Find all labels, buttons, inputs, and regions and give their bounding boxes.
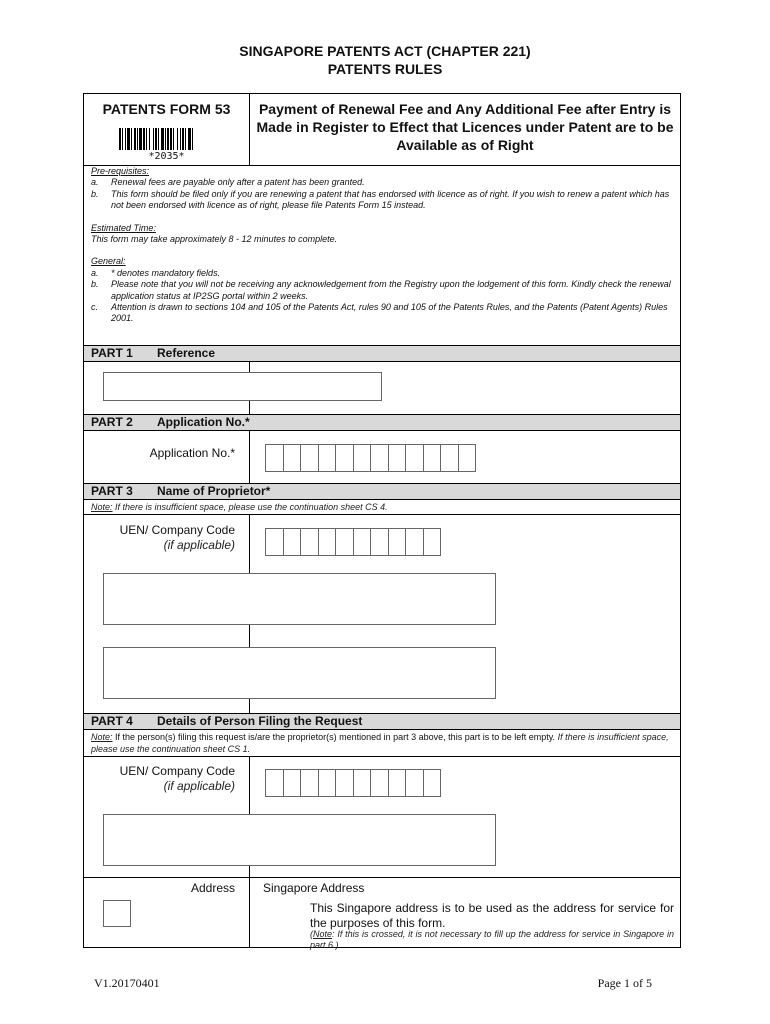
general-item: b. Please note that you will not be receiving any acknowledgement from the Registry upon the lodgement of this form. Kindly check the renewal application status at IP2SG portal within 2 weeks. — [91, 279, 671, 301]
application-no-input[interactable] — [265, 444, 475, 472]
part4-uen-hint: (if applicable) — [163, 779, 235, 793]
singapore-address-text: This Singapore address is to be used as the address for service for the purposes of this form. — [310, 901, 674, 930]
part3-uen-hint: (if applicable) — [163, 538, 235, 552]
footer-page-number: Page 1 of 5 — [597, 976, 652, 990]
general-heading: General: — [91, 256, 126, 267]
prereq-item: b. This form should be filed only if you are renewing a patent that has endorsed with licence as of right. If you wish to renew a patent which has not been endorsed with licence as of right, please file Patents Form 15 instead. — [91, 188, 670, 211]
part4-uen-input[interactable] — [265, 769, 440, 797]
part4-note: Note: If the person(s) filing this request is/are the proprietor(s) mentioned in part 3 above, this part is to be left empty. If there is insufficient space, please use the continuation sheet CS 1. — [91, 732, 669, 754]
filer-name-input[interactable] — [103, 814, 496, 866]
part3-header: PART 3 Name of Proprietor* — [84, 483, 680, 500]
singapore-address-note: (Note: If this is crossed, it is not necessary to fill up the address for service in Singapore in part 6.) — [310, 929, 674, 950]
instructions — [91, 166, 676, 325]
part3-uen-input[interactable] — [265, 528, 440, 556]
time-text: This form may take approximately 8 - 12 minutes to complete. — [91, 234, 338, 245]
part4-uen-label: UEN/ Company Code — [119, 764, 235, 778]
document-title: SINGAPORE PATENTS ACT (CHAPTER 221) — [239, 43, 531, 59]
part2-header: PART 2 Application No.* — [84, 414, 680, 431]
prereq-item: a. Renewal fees are payable only after a patent has been granted. — [91, 177, 365, 188]
time-heading: Estimated Time: — [91, 222, 156, 233]
title-divider — [249, 93, 250, 165]
singapore-address-label: Singapore Address — [263, 881, 365, 895]
part3-uen-label: UEN/ Company Code — [119, 523, 235, 537]
part3-note: Note: If there is insufficient space, please use the continuation sheet CS 4. — [91, 502, 388, 512]
application-no-label: Application No.* — [149, 446, 235, 460]
part4-header: PART 4 Details of Person Filing the Request — [84, 713, 680, 730]
barcode-text: *2035* — [148, 151, 185, 162]
footer-version: V1.20170401 — [94, 976, 160, 990]
singapore-address-checkbox[interactable] — [103, 900, 131, 927]
form-number: PATENTS FORM 53 — [102, 101, 231, 117]
proprietor-name-input[interactable] — [103, 573, 496, 625]
reference-input[interactable] — [103, 372, 382, 401]
general-item: a. * denotes mandatory fields. — [91, 267, 221, 278]
barcode-icon — [119, 128, 213, 150]
general-item: c. Attention is drawn to sections 104 and 105 of the Patents Act, rules 90 and 105 of the Patents Rules, and the Patents (Patent Agents) Rules 2001. — [91, 302, 668, 324]
proprietor-country-input[interactable] — [103, 647, 496, 699]
prereq-heading: Pre-requisites: — [91, 166, 150, 176]
form-title: Payment of Renewal Fee and Any Additional Fee after Entry is Made in Register to Effect that Licences under Patent are to be Available as of Right — [256, 101, 674, 153]
part1-header: PART 1 Reference — [84, 345, 680, 362]
address-label: Address — [190, 881, 235, 895]
document-subtitle: PATENTS RULES — [327, 61, 443, 77]
